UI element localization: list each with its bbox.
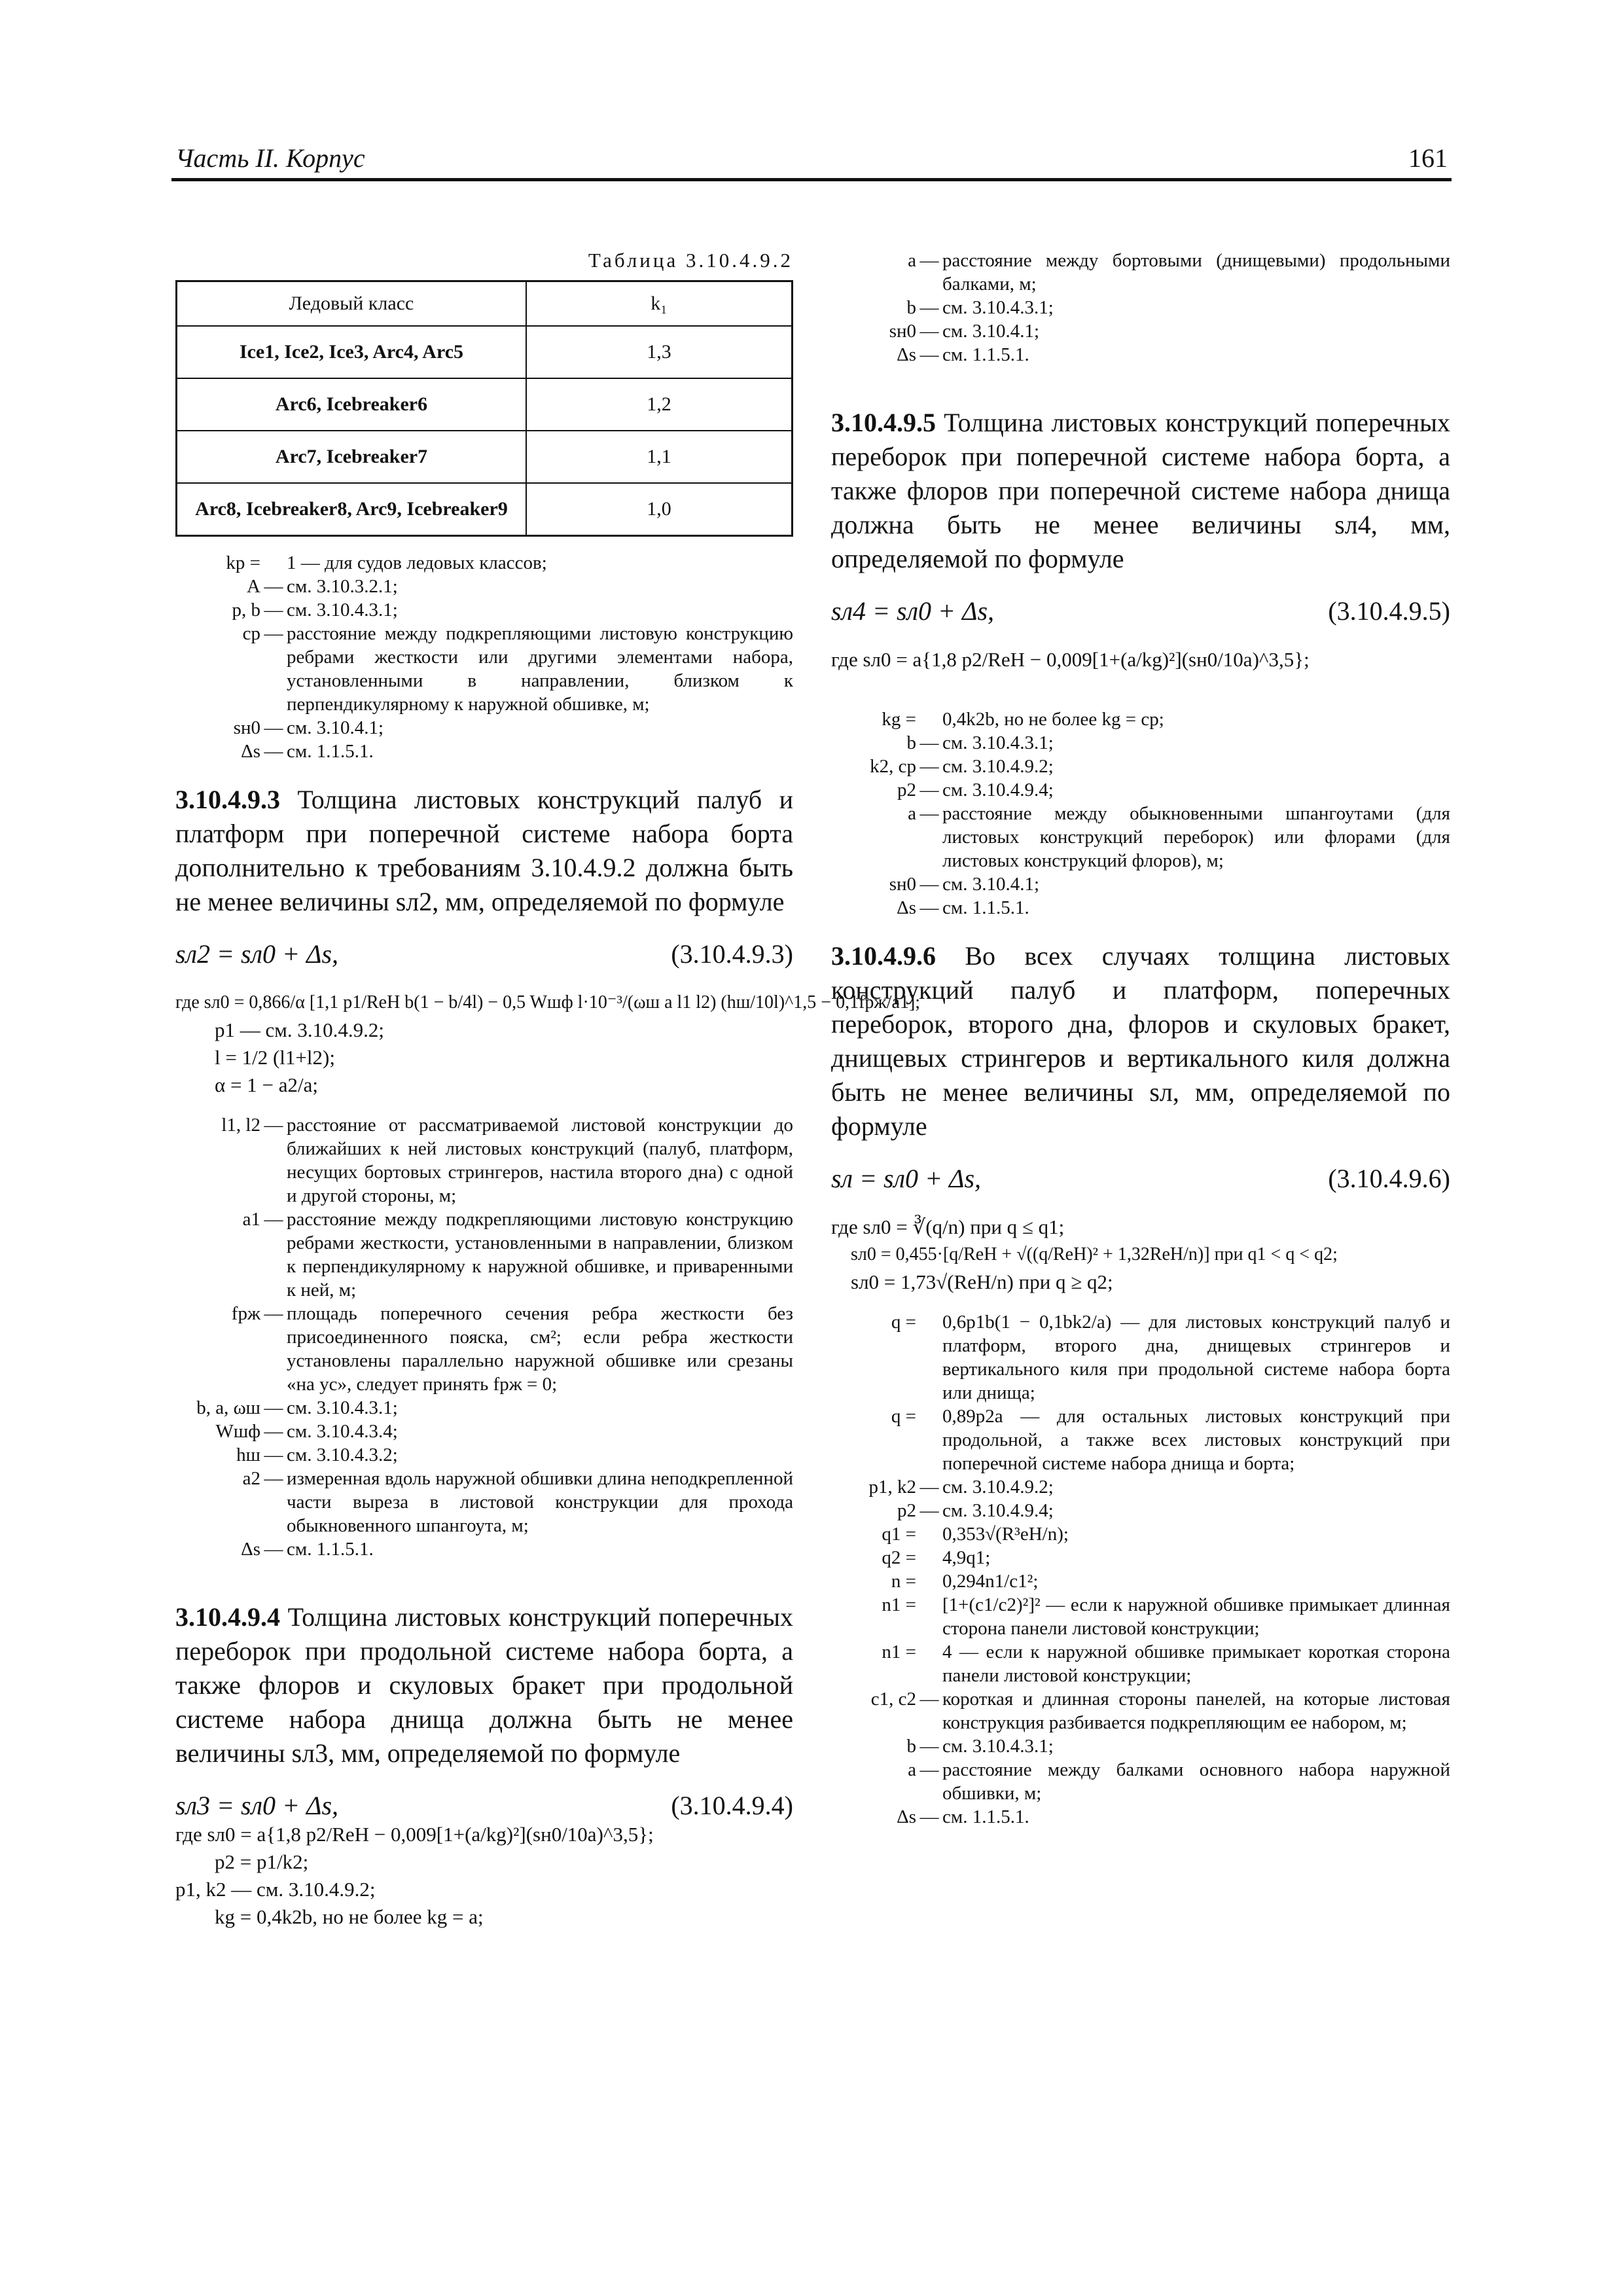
definition-row xyxy=(831,1546,1450,1570)
definition-text: см. 1.1.5.1. xyxy=(287,741,374,762)
definition-symbol: a1 xyxy=(242,1209,260,1230)
definition-symbol: kр = xyxy=(226,552,260,573)
definition-text: 0,353√(R³eH/n); xyxy=(942,1524,1069,1545)
right-column xyxy=(831,249,1450,1829)
definition-text: 4,9q1; xyxy=(942,1547,991,1568)
definition-symbol: fрж xyxy=(231,1303,260,1324)
definition-text: см. 1.1.5.1. xyxy=(942,344,1029,365)
formula-where-line: p1, k2 — см. 3.10.4.9.2; xyxy=(175,1878,376,1901)
definition-text: см. 3.10.4.9.4; xyxy=(942,780,1054,800)
formula-where-line: p1 — см. 3.10.4.9.2; xyxy=(215,1018,384,1041)
table-row xyxy=(177,483,793,536)
formula-where-line: p2 = p1/k2; xyxy=(215,1850,309,1873)
definition-text: см. 3.10.4.3.1; xyxy=(287,1397,398,1418)
definition-symbol: n1 = xyxy=(882,1641,916,1662)
paragraph-number: 3.10.4.9.4 xyxy=(175,1602,280,1632)
definition-symbol: Δs xyxy=(241,741,260,762)
definition-symbol: q = xyxy=(891,1312,916,1333)
definition-row xyxy=(175,740,793,763)
definition-row xyxy=(175,1302,793,1396)
paragraph-text: Во всех случаях толщина листовых конструкций палуб и платформ, поперечных переборок, второго дна, флоров и скуловых бракет, днищевых стрингеров и вертикального киля должна быть не менее величины sл, мм, определяемой по формуле xyxy=(831,941,1450,1141)
definition-dash: — xyxy=(264,1444,283,1465)
definition-row xyxy=(831,249,1450,296)
definition-symbol: p2 xyxy=(897,1500,916,1521)
definition-text: 0,4k2b, но не более kg = cр; xyxy=(942,709,1164,730)
definition-row xyxy=(175,1396,793,1420)
definition-text: 4 — если к наружной обшивке примыкает короткая сторона панели листовой конструкции; xyxy=(942,1641,1450,1686)
definition-symbol: a xyxy=(908,1759,916,1780)
formula-where-line: где sл0 = a{1,8 p2/ReH − 0,009[1+(a/kg)²](sн0/10a)^3,5}; xyxy=(831,648,1310,671)
definition-symbol: cр xyxy=(242,623,260,644)
formula-where-block xyxy=(831,1213,1450,1296)
definition-symbol: p2 xyxy=(897,780,916,800)
definition-text: расстояние от рассматриваемой листовой конструкции до ближайших к ней листовых конструкций (палуб, платформ, несущих бортовых стрингеров, настила второго дна) с одной и другой стороны, м; xyxy=(287,1115,793,1206)
definition-text: расстояние между обыкновенными шпангоутами (для листовых конструкций переборок) или флорами (для листовых конструкций флоров), м; xyxy=(942,803,1450,871)
definition-text: см. 3.10.4.1; xyxy=(942,874,1040,895)
definition-dash xyxy=(916,1570,942,1593)
definition-row xyxy=(831,1734,1450,1758)
paragraph-3.10.4.9.4 xyxy=(175,1600,793,1770)
running-header: Часть II. Корпус xyxy=(175,143,365,173)
definition-symbol: q1 = xyxy=(882,1524,916,1545)
table-caption: Таблица 3.10.4.9.2 xyxy=(588,249,793,272)
table-header-class: Ледовый класс xyxy=(177,281,527,327)
definition-dash: — xyxy=(264,1303,283,1324)
definition-dash: — xyxy=(919,732,939,753)
definition-dash: — xyxy=(264,1539,283,1560)
definition-dash: — xyxy=(919,1736,939,1757)
definition-text: см. 3.10.4.3.4; xyxy=(287,1421,398,1442)
definition-symbol: p1, k2 xyxy=(868,1477,916,1498)
definition-symbol: b xyxy=(906,1736,916,1757)
formula-3.10.4.9.5 xyxy=(831,596,1450,626)
table-cell-k1: 1,0 xyxy=(526,483,793,536)
table-cell-class: Arc6, Icebreaker6 xyxy=(177,378,527,431)
definition-symbol: sн0 xyxy=(889,874,916,895)
definition-text: [1+(c1/c2)²]² — если к наружной обшивке примыкает длинная сторона панели листовой конструкции; xyxy=(942,1594,1450,1639)
definition-symbol: n1 = xyxy=(882,1594,916,1615)
definition-text: см. 3.10.4.1; xyxy=(287,717,384,738)
definition-text: см. 3.10.3.2.1; xyxy=(287,576,398,597)
definition-dash: — xyxy=(919,780,939,800)
definition-symbol: q2 = xyxy=(882,1547,916,1568)
definition-dash: — xyxy=(919,297,939,318)
definition-row xyxy=(831,1805,1450,1829)
definition-text: 0,294n1/c1²; xyxy=(942,1571,1039,1592)
table-row xyxy=(177,431,793,483)
definition-text: измеренная вдоль наружной обшивки длина неподкрепленной части выреза в листовой конструкции для прохода обыкновенного шпангоута, м; xyxy=(287,1468,793,1536)
formula-where-line: sл0 = 0,455·[q/ReH + √((q/ReH)² + 1,32ReH/n)] при q1 < q < q2; xyxy=(851,1244,1338,1265)
definition-dash: — xyxy=(919,344,939,365)
definitions-list xyxy=(831,249,1450,367)
definition-dash: — xyxy=(264,576,283,597)
paragraph-text: Толщина листовых конструкций палуб и платформ при поперечной системе набора борта дополнительно к требованиям 3.10.4.9.2 должна быть не менее величины sл2, мм, определяемой по формуле xyxy=(175,785,793,916)
definition-row xyxy=(831,755,1450,778)
definitions-list xyxy=(175,1113,793,1561)
definition-row xyxy=(831,1499,1450,1522)
definition-symbol: sн0 xyxy=(233,717,260,738)
definition-dash: — xyxy=(264,1397,283,1418)
definition-row xyxy=(831,1522,1450,1546)
formula-where-line: sл0 = 1,73√(ReH/n) при q ≥ q2; xyxy=(851,1270,1113,1293)
definition-dash: — xyxy=(264,623,283,644)
definition-symbol: b, a, ωш xyxy=(196,1397,260,1418)
definitions-list xyxy=(831,708,1450,920)
definition-dash: — xyxy=(264,600,283,620)
formula-number: (3.10.4.9.3) xyxy=(671,939,793,969)
definitions-list xyxy=(175,551,793,763)
definition-row xyxy=(175,622,793,716)
definition-text: площадь поперечного сечения ребра жесткости без присоединенного пояска, см²; если ребра жесткости установлены параллельно наружной обшивке или срезаны «на ус», следует принять fрж = 0; xyxy=(287,1303,793,1395)
definition-row xyxy=(831,708,1450,731)
definition-row xyxy=(831,1687,1450,1734)
definition-text: расстояние между балками основного набора наружной обшивки, м; xyxy=(942,1759,1450,1804)
paragraph-number: 3.10.4.9.6 xyxy=(831,941,936,971)
formula-where-block xyxy=(175,989,921,1099)
definition-row xyxy=(175,551,793,575)
definition-row xyxy=(831,1310,1450,1405)
definition-text: см. 1.1.5.1. xyxy=(942,897,1029,918)
definition-row xyxy=(175,1467,793,1537)
definition-text: см. 3.10.4.3.2; xyxy=(287,1444,398,1465)
table-cell-class: Arc8, Icebreaker8, Arc9, Icebreaker9 xyxy=(177,483,527,536)
definition-symbol: c1, c2 xyxy=(870,1689,916,1710)
definition-symbol: b xyxy=(906,732,916,753)
definition-symbol: b xyxy=(906,297,916,318)
definition-row xyxy=(175,1443,793,1467)
definition-symbol: sн0 xyxy=(889,321,916,342)
definition-dash xyxy=(916,1640,942,1687)
table-cell-k1: 1,3 xyxy=(526,326,793,378)
formula-where-block xyxy=(175,1821,793,1931)
definition-dash: — xyxy=(264,717,283,738)
definition-symbol: p, b xyxy=(232,600,260,620)
definition-row xyxy=(831,1758,1450,1805)
page-number: 161 xyxy=(1408,143,1448,173)
definition-dash: — xyxy=(919,897,939,918)
paragraph-3.10.4.9.6 xyxy=(831,939,1450,1143)
definition-symbol: Δs xyxy=(897,897,916,918)
definitions-list xyxy=(831,1310,1450,1829)
paragraph-number: 3.10.4.9.5 xyxy=(831,408,936,437)
definition-row xyxy=(175,1537,793,1561)
formula-number: (3.10.4.9.5) xyxy=(1328,596,1450,626)
definition-row xyxy=(175,575,793,598)
formula-3.10.4.9.4 xyxy=(175,1790,793,1821)
definition-dash: — xyxy=(264,1209,283,1230)
definition-text: см. 3.10.4.1; xyxy=(942,321,1040,342)
formula-lhs: sл = sл0 + Δs, xyxy=(831,1164,982,1193)
definition-dash: — xyxy=(919,1806,939,1827)
definition-row xyxy=(831,1405,1450,1475)
definition-symbol: kg = xyxy=(882,709,916,730)
paragraph-3.10.4.9.5 xyxy=(831,406,1450,576)
definition-text: расстояние между бортовыми (днищевыми) продольными балками, м; xyxy=(942,250,1450,295)
definition-row xyxy=(831,731,1450,755)
formula-number: (3.10.4.9.4) xyxy=(671,1791,793,1820)
definition-row xyxy=(831,1593,1450,1640)
definition-dash: — xyxy=(264,1115,283,1136)
definition-row xyxy=(175,1420,793,1443)
definition-row xyxy=(175,716,793,740)
definition-dash xyxy=(916,708,942,731)
definition-symbol: a xyxy=(908,250,916,271)
definition-text: см. 3.10.4.3.1; xyxy=(287,600,398,620)
definition-text: см. 3.10.4.9.4; xyxy=(942,1500,1054,1521)
header-rule xyxy=(171,178,1452,181)
ice-class-table xyxy=(175,280,793,537)
definition-row xyxy=(831,1475,1450,1499)
definition-symbol: Δs xyxy=(897,1806,916,1827)
definition-text: 1 — для судов ледовых классов; xyxy=(287,552,547,573)
definition-row xyxy=(831,802,1450,872)
definition-dash: — xyxy=(919,874,939,895)
definition-dash xyxy=(916,1405,942,1475)
definition-dash: — xyxy=(919,1759,939,1780)
table-cell-class: Arc7, Icebreaker7 xyxy=(177,431,527,483)
formula-where-line: где sл0 = ∛(q/n) при q ≤ q1; xyxy=(831,1215,1065,1238)
definition-dash: — xyxy=(264,1468,283,1489)
definition-text: см. 3.10.4.3.1; xyxy=(942,1736,1054,1757)
definition-symbol: Wшф xyxy=(215,1421,260,1442)
definition-symbol: Δs xyxy=(241,1539,260,1560)
definition-dash: — xyxy=(919,756,939,777)
definition-row xyxy=(831,872,1450,896)
definition-symbol: q = xyxy=(891,1406,916,1427)
definition-text: короткая и длинная стороны панелей, на которые листовая конструкция разбивается подкрепляющим ее набором, м; xyxy=(942,1689,1450,1733)
definition-dash xyxy=(916,1546,942,1570)
definition-dash xyxy=(260,551,287,575)
definition-symbol: a2 xyxy=(242,1468,260,1489)
formula-3.10.4.9.6 xyxy=(831,1163,1450,1194)
definition-text: см. 1.1.5.1. xyxy=(942,1806,1029,1827)
formula-where-line: α = 1 − a2/a; xyxy=(215,1073,318,1096)
definition-text: расстояние между подкрепляющими листовую конструкцию ребрами жесткости, установленными в направлении, близком к перпендикулярному к наружной обшивке, и приваренными к ней, м; xyxy=(287,1209,793,1300)
definition-text: 0,89p2a — для остальных листовых конструкций при продольной, а также всех листовых конструкций при поперечной системе набора днища и борта; xyxy=(942,1406,1450,1474)
table-header-k1: k₁ xyxy=(526,281,793,327)
table-cell-class: Ice1, Ice2, Ice3, Arc4, Arc5 xyxy=(177,326,527,378)
formula-where-line: где sл0 = a{1,8 p2/ReH − 0,009[1+(a/kg)²](sн0/10a)^3,5}; xyxy=(175,1823,654,1846)
definition-row xyxy=(175,1113,793,1208)
definition-symbol: a xyxy=(908,803,916,824)
definition-text: см. 3.10.4.3.1; xyxy=(942,297,1054,318)
definition-row xyxy=(831,343,1450,367)
table-row xyxy=(177,378,793,431)
definition-symbol: k2, cр xyxy=(870,756,916,777)
definition-text: см. 3.10.4.9.2; xyxy=(942,1477,1054,1498)
definition-row xyxy=(831,1640,1450,1687)
definition-dash: — xyxy=(919,250,939,271)
definition-dash xyxy=(916,1522,942,1546)
formula-where-line: kg = 0,4k2b, но не более kg = a; xyxy=(215,1905,484,1928)
paragraph-text: Толщина листовых конструкций поперечных переборок при продольной системе набора борта, а также флоров и скуловых бракет при продольной системе набора днища должна быть не менее величины sл3, мм, определяемой по формуле xyxy=(175,1602,793,1768)
definition-row xyxy=(831,896,1450,920)
formula-where-line: где sл0 = 0,866/α [1,1 p1/ReH b(1 − b/4l) − 0,5 Wшф l·10⁻³/(ωш a l1 l2) (hш/10l)^1,5 − 0,1fрж/a1]; xyxy=(175,992,921,1013)
definition-row xyxy=(175,1208,793,1302)
table-cell-k1: 1,1 xyxy=(526,431,793,483)
definition-row xyxy=(831,778,1450,802)
paragraph-text: Толщина листовых конструкций поперечных переборок при поперечной системе набора борта, а также флоров при поперечной системе набора днища должна быть не менее величины sл4, мм, определяемой по формуле xyxy=(831,408,1450,573)
definition-dash: — xyxy=(264,741,283,762)
definition-dash: — xyxy=(919,1500,939,1521)
table-cell-k1: 1,2 xyxy=(526,378,793,431)
formula-number: (3.10.4.9.6) xyxy=(1328,1164,1450,1193)
formula-lhs: sл4 = sл0 + Δs, xyxy=(831,596,995,626)
definition-row xyxy=(831,1570,1450,1593)
definition-dash: — xyxy=(919,1689,939,1710)
definition-text: расстояние между подкрепляющими листовую конструкцию ребрами жесткости или другими элементами набора, установленными в направлении, близком к перпендикулярному к наружной обшивке, м; xyxy=(287,623,793,715)
definition-text: см. 1.1.5.1. xyxy=(287,1539,374,1560)
definition-dash: — xyxy=(919,1477,939,1498)
definition-dash xyxy=(916,1593,942,1640)
definition-symbol: A xyxy=(247,576,260,597)
definition-text: см. 3.10.4.3.1; xyxy=(942,732,1054,753)
definition-symbol: Δs xyxy=(897,344,916,365)
formula-lhs: sл3 = sл0 + Δs, xyxy=(175,1791,339,1820)
definition-symbol: hш xyxy=(236,1444,260,1465)
definition-dash xyxy=(916,1310,942,1405)
formula-lhs: sл2 = sл0 + Δs, xyxy=(175,939,339,969)
definition-symbol: n = xyxy=(891,1571,916,1592)
table-row xyxy=(177,326,793,378)
formula-where-line: l = 1/2 (l1+l2); xyxy=(215,1046,335,1069)
definition-text: 0,6p1b(1 − 0,1bk2/a) — для листовых конструкций палуб и платформ, второго дна, днищевых стрингеров и вертикального киля при продольной системе набора борта или днища; xyxy=(942,1312,1450,1403)
paragraph-3.10.4.9.3 xyxy=(175,783,793,919)
definition-row xyxy=(831,296,1450,319)
definition-symbol: l1, l2 xyxy=(221,1115,260,1136)
formula-3.10.4.9.3 xyxy=(175,939,793,969)
paragraph-number: 3.10.4.9.3 xyxy=(175,785,280,814)
definition-dash: — xyxy=(264,1421,283,1442)
definition-row xyxy=(831,319,1450,343)
definition-row xyxy=(175,598,793,622)
definition-dash: — xyxy=(919,803,939,824)
definition-dash: — xyxy=(919,321,939,342)
definition-text: см. 3.10.4.9.2; xyxy=(942,756,1054,777)
